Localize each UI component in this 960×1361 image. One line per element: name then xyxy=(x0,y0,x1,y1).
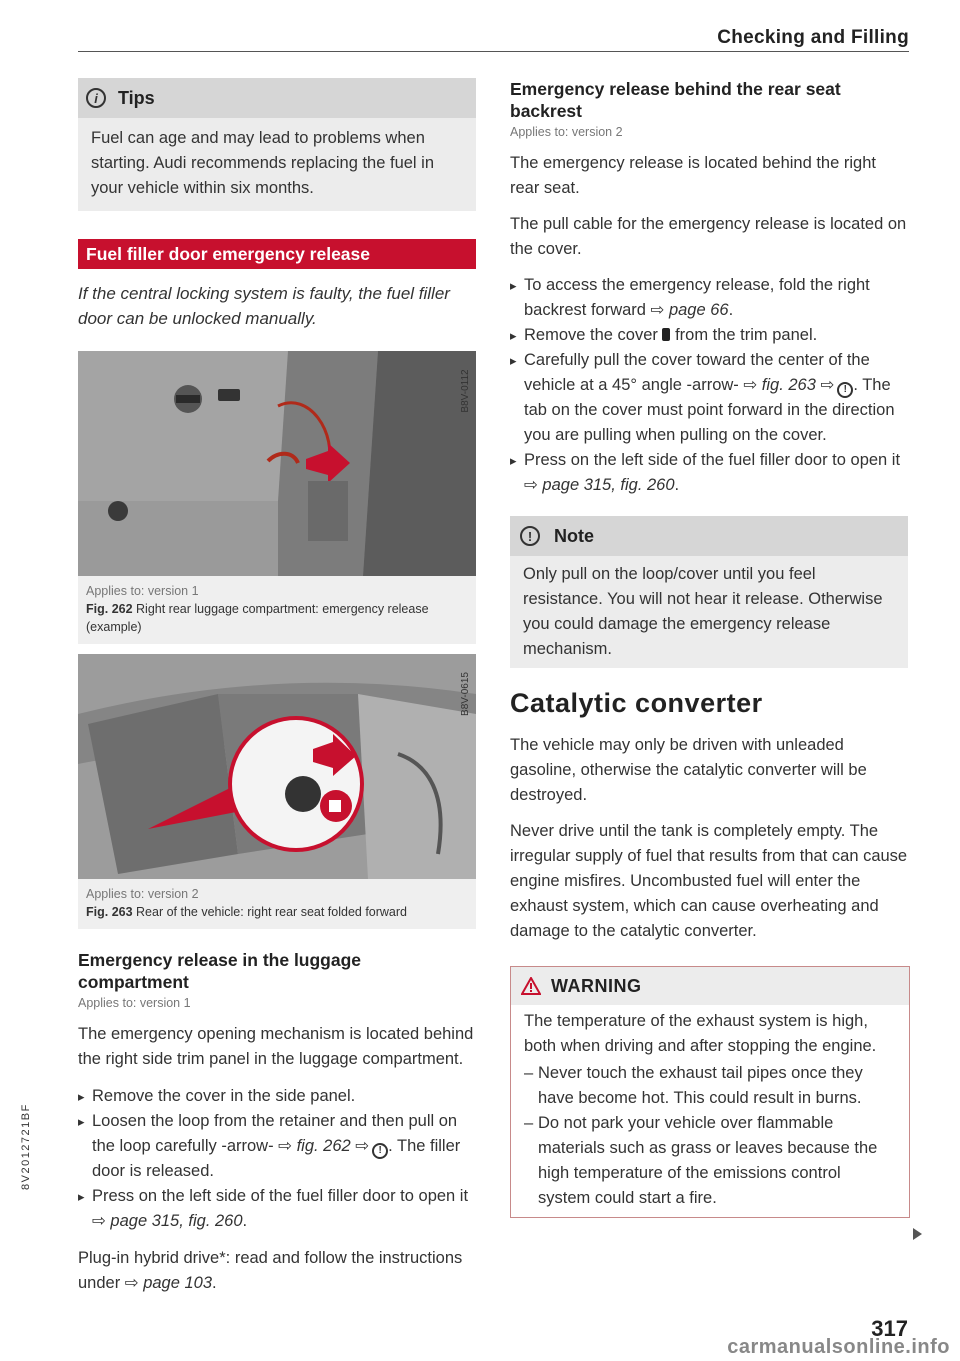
subsection-applies: Applies to: version 1 xyxy=(78,996,191,1010)
document-code: 8V2012721BF xyxy=(20,1103,32,1190)
figure-263-applies: Applies to: version 2 xyxy=(86,887,199,901)
catalytic-para2: Never drive until the tank is completely empty. The irregular supply of fuel that results from that can cause engine misfires. Uncombusted fuel will enter the exhaust system, which can cause overheating and damage to the catalytic converter. xyxy=(510,822,908,940)
tips-text: Fuel can age and may lead to problems when starting. Audi recommends replacing the fuel in your vehicle within six months. xyxy=(91,129,435,197)
figure-263 xyxy=(78,654,476,929)
running-header: Checking and Filling xyxy=(717,27,909,48)
page-number: 317 xyxy=(871,1316,908,1341)
note-header xyxy=(510,516,908,556)
fig-262-ref-link[interactable]: ⇨ fig. 262 ⇨ xyxy=(278,1137,370,1155)
warning-content xyxy=(511,1005,909,1217)
caution-ref-icon[interactable]: ! xyxy=(372,1143,388,1159)
tips-label: Tips xyxy=(118,87,155,108)
figure-262-caption-text xyxy=(86,600,468,636)
figure-262-applies: Applies to: version 1 xyxy=(86,584,199,598)
watermark: carmanualsonline.info xyxy=(727,1336,950,1358)
figure-262-caption-body: Right rear luggage compartment: emergency release (example) xyxy=(86,602,429,634)
figure-262-label: Fig. 262 xyxy=(86,602,133,616)
figure-263-caption-body: Rear of the vehicle: right rear seat folded forward xyxy=(136,905,408,919)
warning-item: – Do not park your vehicle over flammable materials such as grass or leaves because the high temperature of the emissions control system could start a fire. xyxy=(524,1111,895,1211)
right-para1: The emergency release is located behind the right rear seat. xyxy=(510,154,876,197)
subsection-steps xyxy=(78,1084,476,1234)
right-steps xyxy=(510,273,908,498)
section-title-bar: Fuel filler door emergency release xyxy=(78,239,476,269)
page-66-ref-link[interactable]: ⇨ page 66 xyxy=(650,301,729,319)
subsection-title: Emergency release in the luggage compartment xyxy=(78,950,362,992)
figure-code-262: B8V-0112 xyxy=(460,369,471,413)
figure-263-label: Fig. 263 xyxy=(86,905,133,919)
figure-263-caption xyxy=(78,879,476,929)
catalytic-title: Catalytic converter xyxy=(510,688,763,718)
warning-item: – Never touch the exhaust tail pipes once they have become hot. This could result in burns. xyxy=(524,1061,895,1111)
right-section-title: Emergency release behind the rear seat backrest xyxy=(510,79,841,121)
right-para2: The pull cable for the emergency release is located on the cover. xyxy=(510,215,907,258)
info-icon: i xyxy=(86,88,106,108)
continue-arrow-icon xyxy=(913,1228,922,1240)
note-text: Only pull on the loop/cover until you feel resistance. You will not hear it release. Otherwise you could damage the emergency release mechanism. xyxy=(523,565,883,658)
step-remove-cover: ▸ Remove the cover in the side panel. xyxy=(78,1084,476,1109)
figure-262 xyxy=(78,351,476,644)
page-315-ref-link[interactable]: ⇨ page 315, fig. 260 xyxy=(92,1212,243,1230)
luggage-compartment-image xyxy=(78,351,476,576)
warning-header xyxy=(511,966,909,1005)
fig-263-ref-link[interactable]: ⇨ fig. 263 xyxy=(743,376,816,394)
right-column xyxy=(510,78,908,1218)
note-label: Note xyxy=(554,525,594,546)
step-press-fuel-door: ▸ Press on the left side of the fuel filler door to open it ⇨ page 315, fig. 260. xyxy=(510,448,908,498)
right-applies: Applies to: version 2 xyxy=(510,125,623,139)
step-press-door: ▸ Press on the left side of the fuel filler door to open it ⇨ page 315, fig. 260. xyxy=(78,1184,476,1234)
catalytic-para1: The vehicle may only be driven with unleaded gasoline, otherwise the catalytic converter will be destroyed. xyxy=(510,736,867,804)
rear-seat-image xyxy=(78,654,476,879)
step-remove-trim-cover: ▸ Remove the cover from the trim panel. xyxy=(510,323,908,348)
page-103-ref-link[interactable]: ⇨ page 103 xyxy=(124,1274,213,1292)
page-315-ref-link-2[interactable]: ⇨ page 315, fig. 260 xyxy=(524,476,675,494)
caution-ref-icon-2[interactable]: ! xyxy=(837,382,853,398)
hybrid-note: Plug-in hybrid drive*: read and follow the instructions under ⇨ page 103. xyxy=(78,1249,463,1292)
header-rule xyxy=(78,51,909,52)
figure-code-263: B8V-0615 xyxy=(460,672,471,716)
subsection-paragraph: The emergency opening mechanism is located behind the right side trim panel in the luggage compartment. xyxy=(78,1025,474,1068)
step-pull-cover: ▸ Carefully pull the cover toward the center of the vehicle at a 45° angle -arrow- ⇨ fig. 263 ⇨ ! . The tab on the cover must point forward in the direction you are pulling when pulling on the cover. xyxy=(510,348,908,448)
subsection-luggage xyxy=(78,949,476,1296)
figure-262-caption xyxy=(78,576,476,644)
step-fold-backrest: ▸ To access the emergency release, fold the right backrest forward ⇨ page 66. xyxy=(510,273,908,323)
note-box xyxy=(510,516,908,668)
step-loosen-loop: ▸ Loosen the loop from the retainer and then pull on the loop carefully -arrow- ⇨ fig. 262 ⇨ ! . The filler door is released. xyxy=(78,1109,476,1184)
tips-header xyxy=(78,78,476,118)
warning-text: The temperature of the exhaust system is high, both when driving and after stopping the engine. xyxy=(524,1012,877,1055)
warning-label: WARNING xyxy=(551,975,642,996)
section-intro: If the central locking system is faulty, the fuel filler door can be unlocked manually. xyxy=(78,284,450,328)
figure-263-caption-text xyxy=(86,903,468,921)
warning-box xyxy=(510,966,910,1218)
exclamation-icon: ! xyxy=(520,526,540,546)
tips-box xyxy=(78,78,476,211)
warning-list xyxy=(524,1061,895,1211)
warning-triangle-icon xyxy=(521,977,541,995)
left-column xyxy=(78,78,476,1296)
